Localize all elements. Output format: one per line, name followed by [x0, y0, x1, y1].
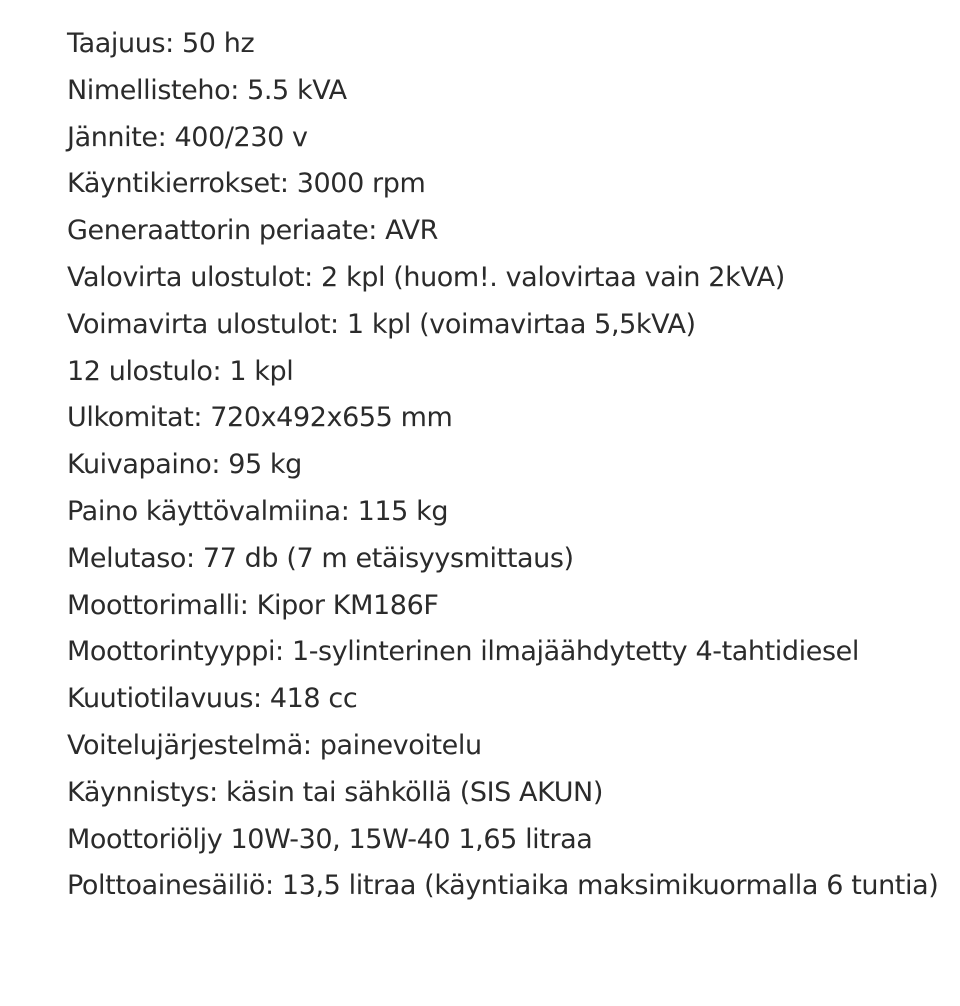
spec-engine-oil: Moottoriöljy 10W-30, 15W-40 1,65 litraa: [67, 823, 593, 855]
spec-voltage: Jännite: 400/230 v: [67, 121, 308, 153]
spec-dimensions: Ulkomitat: 720x492x655 mm: [67, 402, 453, 434]
spec-single-phase-outputs: Valovirta ulostulot: 2 kpl (huom!. valovirtaa vain 2kVA): [67, 261, 785, 293]
spec-engine-model: Moottorimalli: Kipor KM186F: [67, 589, 439, 621]
spec-rated-power: Nimellisteho: 5.5 kVA: [67, 74, 347, 106]
spec-noise-level: Melutaso: 77 db (7 m etäisyysmittaus): [67, 542, 574, 574]
spec-engine-type: Moottorintyyppi: 1-sylinterinen ilmajäähdytetty 4-tahtidiesel: [67, 636, 859, 668]
spec-operating-weight: Paino käyttövalmiina: 115 kg: [67, 495, 449, 527]
spec-fuel-tank: Polttoainesäiliö: 13,5 litraa (käyntiaika maksimikuormalla 6 tuntia): [67, 870, 939, 902]
spec-frequency: Taajuus: 50 hz: [67, 28, 255, 59]
spec-displacement: Kuutiotilavuus: 418 cc: [67, 683, 358, 715]
spec-starting: Käynnistys: käsin tai sähköllä (SIS AKUN): [67, 776, 603, 808]
spec-12v-output: 12 ulostulo: 1 kpl: [67, 355, 294, 387]
spec-rpm: Käyntikierrokset: 3000 rpm: [67, 168, 426, 200]
spec-list: [0, 21, 940, 910]
spec-generator-principle: Generaattorin periaate: AVR: [67, 215, 438, 247]
spec-three-phase-outputs: Voimavirta ulostulot: 1 kpl (voimavirtaa 5,5kVA): [67, 308, 696, 340]
spec-lubrication: Voitelujärjestelmä: painevoitelu: [67, 729, 482, 761]
spec-dry-weight: Kuivapaino: 95 kg: [67, 449, 302, 481]
